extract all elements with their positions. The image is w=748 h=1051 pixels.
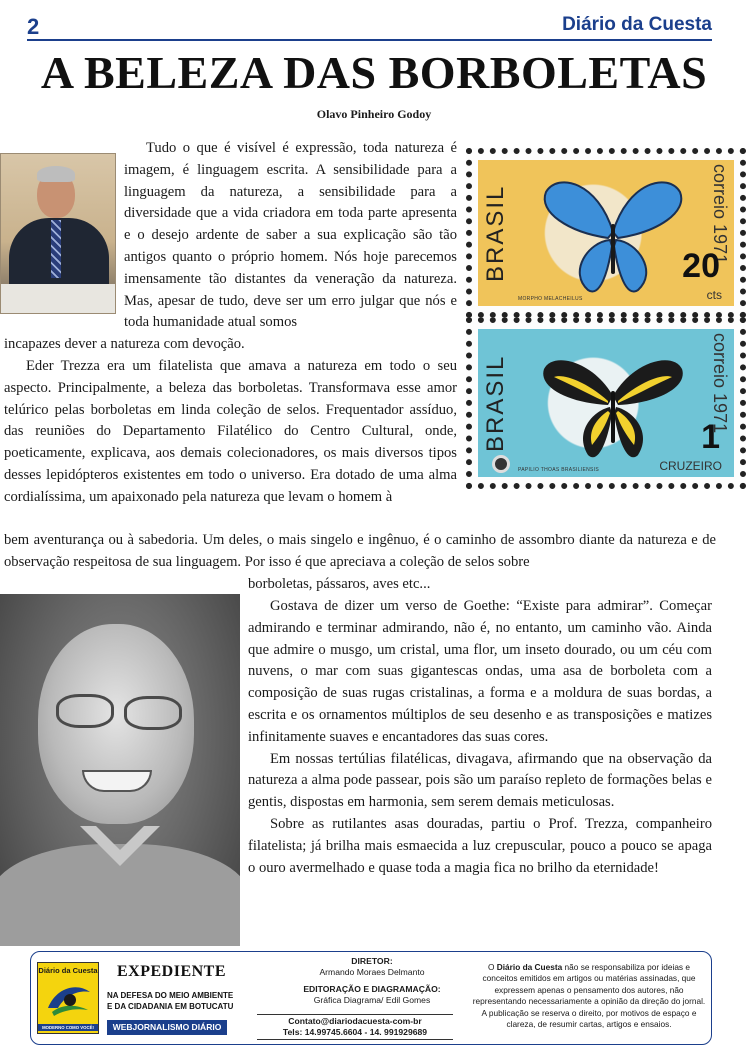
newspaper-brand: Diário da Cuesta: [562, 14, 712, 35]
article-author: Olavo Pinheiro Godoy: [316, 107, 432, 121]
editing-label: EDITORAÇÃO E DIAGRAMAÇÃO:: [303, 984, 441, 994]
page-number: 2: [27, 14, 40, 39]
author-photo: [0, 153, 116, 314]
newspaper-logo: [37, 962, 99, 1034]
stamp-country: BRASIL: [482, 354, 509, 452]
disclaimer-note: O Diário da Cuesta não se responsabiliza por ideias e conceitos emitidos em artigos ou matérias assinadas, que expressem apenas o pensamento dos autores, não representando necessariamente a opinião da direção do jornal. A publicação se reserva o direito, por motivos de espaço e clareza, de resumir cartas, artigos e ensaios.: [472, 962, 706, 1030]
article-paragraph-2-end: bem aventurança ou à sabedoria. Um deles, o mais singelo e ingênuo, é o caminho de assombro diante da natureza e de observação respeitosa de sua linguagem. Por isso é que apreciava a coleção de selos sobre: [4, 532, 716, 570]
article-paragraph-1-end: incapazes dever a natureza com devoção.: [4, 336, 245, 352]
article-paragraph-2: Eder Trezza era um filatelista que amava a natureza em todo o seu aspecto. Principalmente, a beleza das borboletas. Transformava esse amor telúrico pelas borboletas em linda coleção de selos. Frequentador assíduo, das reuniões do Departamento Filatélico do Centro Cultural, onde, poeticamente, explicava, aos demais colecionadores, os mais diversos tipos desses lepidópteros existentes em todo o universo. Era dotado de uma alma cordialíssima, um apaixonado pela natureza que levam o homem à: [4, 358, 457, 505]
article-paragraph-2-tail: borboletas, pássaros, aves etc...: [248, 576, 431, 592]
stamp-papilio: [466, 317, 746, 489]
logo-title: Diário da Cuesta: [38, 966, 98, 975]
stamp-value: 1: [701, 418, 720, 456]
contact-phone: Tels: 14.99745.6604 - 14. 991929689: [282, 1027, 428, 1037]
butterfly-blue-icon: [538, 172, 688, 302]
expediente-mission: NA DEFESA DO MEIO AMBIENTE E DA CIDADANIA EM BOTUCATU: [107, 991, 234, 1011]
expediente-box: [30, 951, 712, 1045]
director-name: Armando Moraes Delmanto: [319, 967, 425, 977]
director-label: DIRETOR:: [351, 956, 393, 966]
stamp-post-label: correio 1971: [710, 333, 730, 434]
article-paragraph-3: Gostava de dizer um verso de Goethe: “Existe para admirar”. Começar admirando e terminar admirando, não é, no entanto, um caminho vão. Ainda que admire o musgo, um cristal, uma flor, um inseto dourado, ou um céu com nuvens, o mar com suas gigantescas ondas, uma asa de borboleta com a composição de suas rugas cristalinas, a forma e a moldura de suas bordas, a escrita e os ornamentos múltiplos de seu desenho e as transposições e matizes infinitamente suaves e encantadores das suas cores.: [248, 598, 712, 745]
header-rule: [27, 39, 712, 41]
stamp-unit: cts: [706, 288, 722, 302]
article-paragraph-1: Tudo o que é visível é expressão, toda natureza é imagem, é linguagem escrita. A sensibilidade para a linguagem da natureza, a sensibilidade para a diversidade que a vida criadora em toda parte apresenta e o desejo ardente de saber a sua explicação são tão antigos quanto o próprio homem. Nós hoje parecemos imensamente tão distantes da veneração da natureza. Mas, apesar de tudo, deve ser um erro julgar que nós e toda humanidade atual somos: [124, 140, 457, 331]
stamp-logo-icon: [492, 455, 510, 473]
logo-emblem-icon: [46, 978, 92, 1020]
trezza-photo: [0, 594, 240, 946]
stamp-post-label: correio 1971: [710, 164, 730, 265]
webjornalismo-label: WEBJORNALISMO DIÁRIO: [107, 1020, 227, 1035]
editing-name: Gráfica Diagrama/ Edil Gomes: [313, 995, 431, 1005]
stamp-country: BRASIL: [482, 184, 509, 282]
logo-motto: MODERNO COMO VOCÊ!: [38, 1024, 98, 1031]
expediente-staff: [279, 956, 465, 1006]
expediente-title: EXPEDIENTE: [117, 963, 227, 980]
contact-email: Contato@diariodacuesta-com-br: [288, 1016, 422, 1026]
stamp-species: PAPILIO THOAS BRASILIENSIS: [518, 467, 599, 473]
stamp-unit: CRUZEIRO: [659, 459, 722, 473]
article-title: A BELEZA DAS BORBOLETAS: [40, 47, 708, 98]
stamp-species: MORPHO MELACHEILUS: [518, 296, 583, 302]
article-paragraphs-3-5: [248, 596, 712, 879]
butterfly-yellow-icon: [538, 341, 688, 471]
article-paragraph-5: Sobre as rutilantes asas douradas, partiu o Prof. Trezza, companheiro filatelista; já brilha mais esmaecida a luz crepuscular, pouco a pouco se apaga o ouro avermelhado e quase toda a magia fica no brilho da eternidade!: [248, 815, 712, 876]
stamp-value: 20: [682, 247, 720, 285]
expediente-contact: [257, 1014, 453, 1040]
stamp-morpho: [466, 148, 746, 318]
article-paragraph-4: Em nossas tertúlias filatélicas, divagava, afirmando que na observação da natureza a alma pode passear, pois são um paraíso repleto de formações belas e gentis, dispostas em harmonia, sem serem demais meticulosas.: [248, 750, 712, 811]
